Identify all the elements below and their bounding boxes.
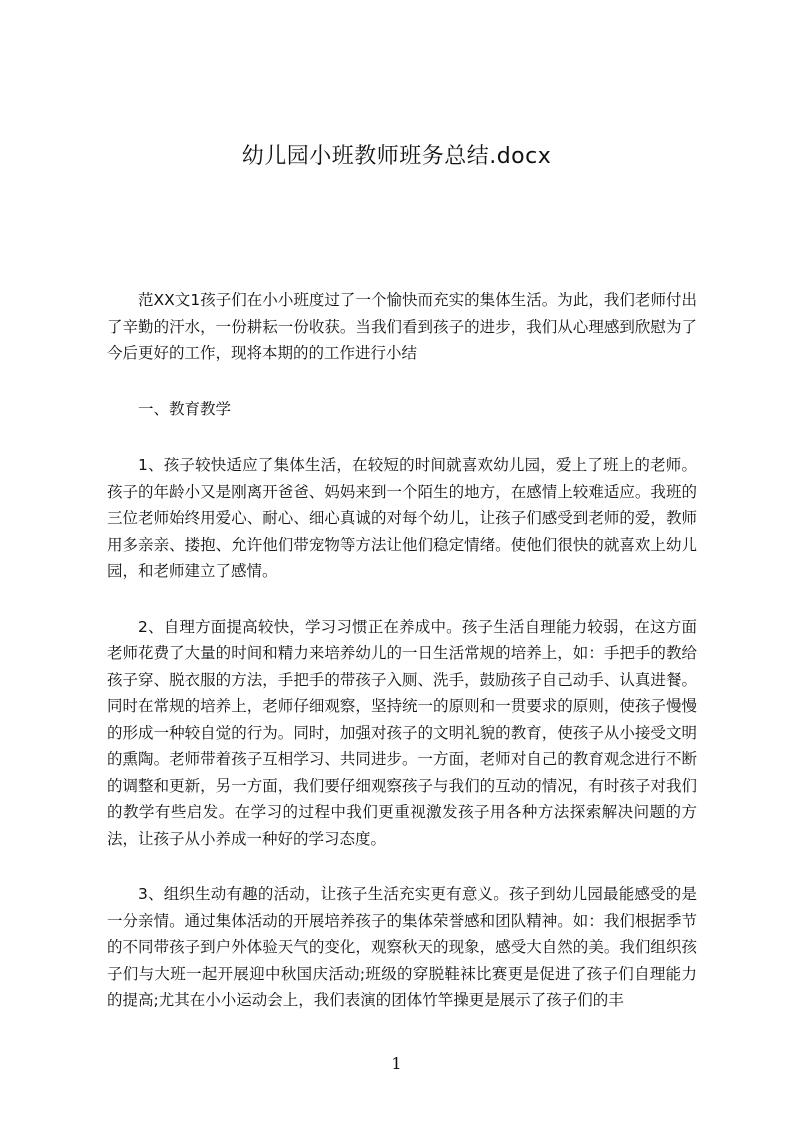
paragraph-2: 2、自理方面提高较快，学习习惯正在养成中。孩子生活自理能力较弱，在这方面老师花费了大量的时间和精力来培养幼儿的一日生活常规的培养上，如：手把手的教给孩子穿、脱衣服的方法，手把手的带孩子入厕、洗手，鼓励孩子自己动手、认真进餐。同时在常规的培养上，老师仔细观察，坚持统一的原则和一贯要求的原则，使孩子慢慢的形成一种较自觉的行为。同时，加强对孩子的文明礼貌的教育，使孩子从小接受文明的熏陶。老师带着孩子互相学习、共同进步。一方面，老师对自己的教育观念进行不断的调整和更新，另一方面，我们要仔细观察孩子与我们的互动的情况，有时孩子对我们的教学有些启发。在学习的过程中我们更重视激发孩子用各种方法探索解决问题的方法，让孩子从小养成一种好的学习态度。 — [107, 617, 697, 848]
document-title: 幼儿园小班教师班务总结.docx — [241, 144, 552, 169]
page-number: 1 — [391, 1054, 402, 1073]
section-heading: 一、教育教学 — [138, 399, 232, 418]
paragraph-3: 3、组织生动有趣的活动，让孩子生活充实更有意义。孩子到幼儿园最能感受的是一分亲情。通过集体活动的开展培养孩子的集体荣誉感和团队精神。如：我们根据季节的不同带孩子到户外体验天气的变化，观察秋天的现象，感受大自然的美。我们组织孩子们与大班一起开展迎中秋国庆活动;班级的穿脱鞋袜比赛更是促进了孩子们自理能力的提高;尤其在小小运动会上，我们表演的团体竹竿操更是展示了孩子们的丰 — [107, 885, 697, 1009]
paragraph-1: 1、孩子较快适应了集体生活，在较短的时间就喜欢幼儿园，爱上了班上的老师。孩子的年龄小又是刚离开爸爸、妈妈来到一个陌生的地方，在感情上较难适应。我班的三位老师始终用爱心、耐心、细心真诚的对每个幼儿，让孩子们感受到老师的爱，教师用多亲亲、搂抱、允许他们带宠物等方法让他们稳定情绪。使他们很快的就喜欢上幼儿园，和老师建立了感情。 — [107, 456, 697, 580]
intro-paragraph: 范XX文1孩子们在小小班度过了一个愉快而充实的集体生活。为此，我们老师付出了辛勤的汗水，一份耕耘一份收获。当我们看到孩子的进步，我们从心理感到欣慰为了今后更好的工作，现将本期的的工作进行小结 — [107, 291, 697, 362]
document-body — [107, 287, 697, 1043]
